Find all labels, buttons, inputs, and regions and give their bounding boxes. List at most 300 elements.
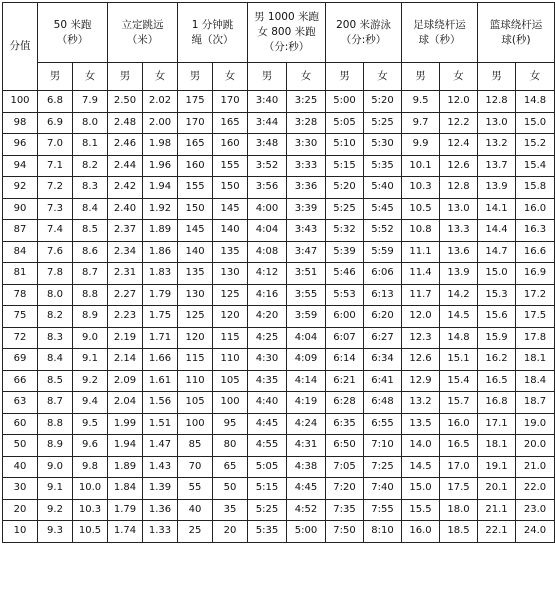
score-header: 分值 <box>3 3 38 91</box>
table-cell: 18.4 <box>516 370 555 392</box>
table-cell: 7:55 <box>364 499 402 521</box>
score-cell: 81 <box>3 263 38 285</box>
table-row <box>3 413 555 435</box>
table-cell: 8.0 <box>38 284 73 306</box>
table-cell: 1.79 <box>108 499 143 521</box>
table-cell: 16.6 <box>516 241 555 263</box>
table-cell: 21.0 <box>516 456 555 478</box>
table-cell: 1.83 <box>143 263 178 285</box>
table-cell: 4:19 <box>287 392 326 414</box>
table-cell: 1.47 <box>143 435 178 457</box>
event-header-football-dribble-line2: 球（秒） <box>418 33 461 46</box>
table-cell: 8.9 <box>38 435 73 457</box>
table-cell: 3:40 <box>248 91 287 113</box>
gender-header-male: 男 <box>38 63 73 91</box>
table-cell: 2.02 <box>143 91 178 113</box>
table-cell: 9.2 <box>73 370 108 392</box>
table-cell: 6:35 <box>326 413 364 435</box>
table-cell: 7:25 <box>364 456 402 478</box>
table-cell: 16.3 <box>516 220 555 242</box>
table-cell: 150 <box>213 177 248 199</box>
table-cell: 85 <box>178 435 213 457</box>
table-cell: 160 <box>178 155 213 177</box>
table-cell: 9.1 <box>73 349 108 371</box>
table-cell: 4:45 <box>248 413 287 435</box>
table-cell: 135 <box>213 241 248 263</box>
table-cell: 145 <box>213 198 248 220</box>
table-cell: 5:32 <box>326 220 364 242</box>
table-cell: 5:00 <box>287 521 326 543</box>
event-header-jump-rope-line2: 绳（次） <box>191 33 234 46</box>
table-cell: 7.3 <box>38 198 73 220</box>
table-cell: 5:15 <box>248 478 287 500</box>
table-cell: 4:14 <box>287 370 326 392</box>
table-cell: 10.1 <box>402 155 440 177</box>
header-row-gender <box>3 63 555 91</box>
table-cell: 3:43 <box>287 220 326 242</box>
table-cell: 22.1 <box>478 521 516 543</box>
table-cell: 7.8 <box>38 263 73 285</box>
table-cell: 6:50 <box>326 435 364 457</box>
table-cell: 12.0 <box>402 306 440 328</box>
gender-header-male: 男 <box>178 63 213 91</box>
score-cell: 75 <box>3 306 38 328</box>
table-cell: 16.0 <box>516 198 555 220</box>
table-cell: 1.61 <box>143 370 178 392</box>
table-cell: 5:25 <box>248 499 287 521</box>
table-cell: 6:28 <box>326 392 364 414</box>
table-cell: 6:07 <box>326 327 364 349</box>
table-cell: 6:06 <box>364 263 402 285</box>
table-cell: 15.7 <box>440 392 478 414</box>
table-row <box>3 306 555 328</box>
table-cell: 5:39 <box>326 241 364 263</box>
score-cell: 30 <box>3 478 38 500</box>
table-cell: 2.40 <box>108 198 143 220</box>
gender-header-male: 男 <box>108 63 143 91</box>
table-cell: 2.42 <box>108 177 143 199</box>
score-cell: 69 <box>3 349 38 371</box>
table-cell: 95 <box>213 413 248 435</box>
table-cell: 170 <box>213 91 248 113</box>
table-cell: 10.3 <box>73 499 108 521</box>
table-cell: 8.3 <box>38 327 73 349</box>
score-table <box>2 2 555 543</box>
table-cell: 3:33 <box>287 155 326 177</box>
table-cell: 12.6 <box>402 349 440 371</box>
table-cell: 7:50 <box>326 521 364 543</box>
table-cell: 7:10 <box>364 435 402 457</box>
gender-header-female: 女 <box>440 63 478 91</box>
table-cell: 3:28 <box>287 112 326 134</box>
score-cell: 96 <box>3 134 38 156</box>
table-row <box>3 263 555 285</box>
table-cell: 21.1 <box>478 499 516 521</box>
table-cell: 2.48 <box>108 112 143 134</box>
table-cell: 9.0 <box>73 327 108 349</box>
table-cell: 5:20 <box>326 177 364 199</box>
table-cell: 125 <box>178 306 213 328</box>
table-cell: 155 <box>178 177 213 199</box>
table-cell: 35 <box>213 499 248 521</box>
table-cell: 4:25 <box>248 327 287 349</box>
table-cell: 8.9 <box>73 306 108 328</box>
table-cell: 8.6 <box>73 241 108 263</box>
event-header-basketball-dribble <box>478 3 555 63</box>
table-cell: 2.37 <box>108 220 143 242</box>
table-cell: 140 <box>178 241 213 263</box>
event-header-50m-run <box>38 3 108 63</box>
table-cell: 115 <box>213 327 248 349</box>
event-header-distance-run-line1: 男 1000 米跑 <box>254 11 319 23</box>
table-cell: 17.8 <box>516 327 555 349</box>
score-cell: 60 <box>3 413 38 435</box>
table-cell: 50 <box>213 478 248 500</box>
table-cell: 5:40 <box>364 177 402 199</box>
table-cell: 9.7 <box>402 112 440 134</box>
event-header-basketball-dribble-line2: 球(秒) <box>501 33 531 46</box>
table-cell: 6:34 <box>364 349 402 371</box>
table-cell: 17.2 <box>516 284 555 306</box>
table-cell: 14.4 <box>478 220 516 242</box>
gender-header-female: 女 <box>287 63 326 91</box>
table-cell: 20.0 <box>516 435 555 457</box>
score-cell: 66 <box>3 370 38 392</box>
table-cell: 8.5 <box>73 220 108 242</box>
table-cell: 14.5 <box>440 306 478 328</box>
table-cell: 5:35 <box>364 155 402 177</box>
table-cell: 2.34 <box>108 241 143 263</box>
table-cell: 14.0 <box>402 435 440 457</box>
table-cell: 8.8 <box>73 284 108 306</box>
table-cell: 13.0 <box>478 112 516 134</box>
table-cell: 3:36 <box>287 177 326 199</box>
table-cell: 110 <box>213 349 248 371</box>
table-cell: 5:15 <box>326 155 364 177</box>
table-cell: 5:59 <box>364 241 402 263</box>
table-cell: 4:55 <box>248 435 287 457</box>
table-cell: 1.98 <box>143 134 178 156</box>
table-cell: 130 <box>213 263 248 285</box>
table-cell: 80 <box>213 435 248 457</box>
table-cell: 3:48 <box>248 134 287 156</box>
table-cell: 145 <box>178 220 213 242</box>
score-cell: 84 <box>3 241 38 263</box>
table-cell: 2.31 <box>108 263 143 285</box>
table-cell: 1.56 <box>143 392 178 414</box>
table-cell: 3:47 <box>287 241 326 263</box>
table-cell: 6:27 <box>364 327 402 349</box>
table-cell: 1.33 <box>143 521 178 543</box>
score-cell: 87 <box>3 220 38 242</box>
table-cell: 9.0 <box>38 456 73 478</box>
table-cell: 16.2 <box>478 349 516 371</box>
table-cell: 100 <box>178 413 213 435</box>
table-cell: 16.8 <box>478 392 516 414</box>
event-header-jump-rope <box>178 3 248 63</box>
table-row <box>3 327 555 349</box>
score-cell: 78 <box>3 284 38 306</box>
table-cell: 7:20 <box>326 478 364 500</box>
table-cell: 13.2 <box>402 392 440 414</box>
table-cell: 16.0 <box>440 413 478 435</box>
table-row <box>3 521 555 543</box>
table-cell: 8.7 <box>73 263 108 285</box>
table-cell: 9.6 <box>73 435 108 457</box>
table-cell: 14.1 <box>478 198 516 220</box>
table-cell: 1.71 <box>143 327 178 349</box>
gender-header-male: 男 <box>478 63 516 91</box>
score-cell: 92 <box>3 177 38 199</box>
table-cell: 4:09 <box>287 349 326 371</box>
table-cell: 1.74 <box>108 521 143 543</box>
table-cell: 12.3 <box>402 327 440 349</box>
table-cell: 40 <box>178 499 213 521</box>
table-cell: 1.75 <box>143 306 178 328</box>
table-row <box>3 456 555 478</box>
table-cell: 8.5 <box>38 370 73 392</box>
table-cell: 130 <box>178 284 213 306</box>
table-cell: 1.79 <box>143 284 178 306</box>
table-cell: 4:45 <box>287 478 326 500</box>
table-cell: 8:10 <box>364 521 402 543</box>
table-cell: 1.89 <box>108 456 143 478</box>
event-header-distance-run-line3: （分:秒） <box>263 41 310 53</box>
table-cell: 17.1 <box>478 413 516 435</box>
table-cell: 3:25 <box>287 91 326 113</box>
table-cell: 1.84 <box>108 478 143 500</box>
score-cell: 98 <box>3 112 38 134</box>
table-cell: 135 <box>178 263 213 285</box>
table-cell: 3:55 <box>287 284 326 306</box>
table-cell: 120 <box>178 327 213 349</box>
table-cell: 2.09 <box>108 370 143 392</box>
table-cell: 15.6 <box>478 306 516 328</box>
table-cell: 8.2 <box>38 306 73 328</box>
table-cell: 4:35 <box>248 370 287 392</box>
table-cell: 24.0 <box>516 521 555 543</box>
table-cell: 14.2 <box>440 284 478 306</box>
table-cell: 17.5 <box>440 478 478 500</box>
table-cell: 22.0 <box>516 478 555 500</box>
table-cell: 17.0 <box>440 456 478 478</box>
table-row <box>3 499 555 521</box>
table-cell: 1.96 <box>143 155 178 177</box>
table-cell: 16.5 <box>478 370 516 392</box>
table-cell: 9.8 <box>73 456 108 478</box>
table-cell: 15.9 <box>478 327 516 349</box>
table-cell: 1.36 <box>143 499 178 521</box>
table-cell: 18.1 <box>516 349 555 371</box>
table-cell: 13.5 <box>402 413 440 435</box>
table-cell: 5:35 <box>248 521 287 543</box>
table-cell: 18.7 <box>516 392 555 414</box>
table-cell: 12.9 <box>402 370 440 392</box>
event-header-jump-rope-line1: 1 分钟跳 <box>191 18 234 31</box>
table-cell: 4:00 <box>248 198 287 220</box>
gender-header-female: 女 <box>364 63 402 91</box>
table-cell: 7.0 <box>38 134 73 156</box>
table-cell: 4:31 <box>287 435 326 457</box>
table-cell: 1.94 <box>108 435 143 457</box>
table-cell: 8.3 <box>73 177 108 199</box>
table-cell: 140 <box>213 220 248 242</box>
table-row <box>3 392 555 414</box>
score-cell: 72 <box>3 327 38 349</box>
table-cell: 16.9 <box>516 263 555 285</box>
table-cell: 9.2 <box>38 499 73 521</box>
table-cell: 120 <box>213 306 248 328</box>
table-cell: 4:20 <box>248 306 287 328</box>
gender-header-male: 男 <box>248 63 287 91</box>
table-cell: 9.5 <box>73 413 108 435</box>
table-cell: 15.5 <box>402 499 440 521</box>
table-cell: 16.0 <box>402 521 440 543</box>
table-cell: 6:20 <box>364 306 402 328</box>
event-header-200m-swim <box>326 3 402 63</box>
table-cell: 4:30 <box>248 349 287 371</box>
table-row <box>3 241 555 263</box>
score-cell: 90 <box>3 198 38 220</box>
table-cell: 10.8 <box>402 220 440 242</box>
table-cell: 17.5 <box>516 306 555 328</box>
table-cell: 15.0 <box>516 112 555 134</box>
table-cell: 8.7 <box>38 392 73 414</box>
table-cell: 3:51 <box>287 263 326 285</box>
table-cell: 2.23 <box>108 306 143 328</box>
table-cell: 4:04 <box>287 327 326 349</box>
table-cell: 170 <box>178 112 213 134</box>
table-cell: 6:41 <box>364 370 402 392</box>
table-cell: 4:04 <box>248 220 287 242</box>
table-cell: 11.4 <box>402 263 440 285</box>
table-cell: 110 <box>178 370 213 392</box>
table-cell: 3:56 <box>248 177 287 199</box>
table-cell: 55 <box>178 478 213 500</box>
table-cell: 11.1 <box>402 241 440 263</box>
table-cell: 4:52 <box>287 499 326 521</box>
table-cell: 4:40 <box>248 392 287 414</box>
table-cell: 13.9 <box>478 177 516 199</box>
table-cell: 1.39 <box>143 478 178 500</box>
table-cell: 8.8 <box>38 413 73 435</box>
table-cell: 2.46 <box>108 134 143 156</box>
gender-header-male: 男 <box>402 63 440 91</box>
table-cell: 6:13 <box>364 284 402 306</box>
table-cell: 7.1 <box>38 155 73 177</box>
score-cell: 40 <box>3 456 38 478</box>
table-cell: 2.27 <box>108 284 143 306</box>
table-cell: 7:35 <box>326 499 364 521</box>
event-header-distance-run-line2: 女 800 米跑 <box>257 26 316 38</box>
score-cell: 100 <box>3 91 38 113</box>
table-cell: 5:52 <box>364 220 402 242</box>
table-row <box>3 370 555 392</box>
table-row <box>3 478 555 500</box>
gender-header-female: 女 <box>213 63 248 91</box>
event-header-50m-run-line1: 50 米跑 <box>53 18 92 31</box>
table-cell: 6.9 <box>38 112 73 134</box>
table-cell: 9.4 <box>73 392 108 414</box>
table-cell: 5:00 <box>326 91 364 113</box>
table-cell: 5:05 <box>326 112 364 134</box>
table-cell: 15.4 <box>516 155 555 177</box>
table-cell: 1.51 <box>143 413 178 435</box>
event-header-50m-run-line2: （秒） <box>56 33 89 46</box>
table-cell: 7.6 <box>38 241 73 263</box>
table-cell: 13.7 <box>478 155 516 177</box>
gender-header-female: 女 <box>73 63 108 91</box>
score-cell: 94 <box>3 155 38 177</box>
event-header-200m-swim-line1: 200 米游泳 <box>336 18 391 31</box>
table-cell: 3:44 <box>248 112 287 134</box>
table-cell: 14.5 <box>402 456 440 478</box>
table-cell: 6:21 <box>326 370 364 392</box>
table-cell: 20.1 <box>478 478 516 500</box>
table-cell: 12.8 <box>478 91 516 113</box>
score-cell: 63 <box>3 392 38 414</box>
table-cell: 5:10 <box>326 134 364 156</box>
table-cell: 12.8 <box>440 177 478 199</box>
table-cell: 6.8 <box>38 91 73 113</box>
table-cell: 13.6 <box>440 241 478 263</box>
table-cell: 9.3 <box>38 521 73 543</box>
table-cell: 2.44 <box>108 155 143 177</box>
table-cell: 1.94 <box>143 177 178 199</box>
table-cell: 1.99 <box>108 413 143 435</box>
table-cell: 105 <box>178 392 213 414</box>
table-cell: 8.0 <box>73 112 108 134</box>
table-cell: 19.1 <box>478 456 516 478</box>
gender-header-female: 女 <box>516 63 555 91</box>
table-cell: 25 <box>178 521 213 543</box>
table-cell: 8.1 <box>73 134 108 156</box>
score-cell: 50 <box>3 435 38 457</box>
table-cell: 65 <box>213 456 248 478</box>
table-cell: 115 <box>178 349 213 371</box>
table-cell: 7.9 <box>73 91 108 113</box>
table-cell: 1.89 <box>143 220 178 242</box>
table-cell: 4:24 <box>287 413 326 435</box>
table-cell: 14.7 <box>478 241 516 263</box>
table-cell: 4:16 <box>248 284 287 306</box>
header-row-events <box>3 3 555 63</box>
table-cell: 10.5 <box>402 198 440 220</box>
table-cell: 2.19 <box>108 327 143 349</box>
table-cell: 2.14 <box>108 349 143 371</box>
table-cell: 5:53 <box>326 284 364 306</box>
table-cell: 165 <box>213 112 248 134</box>
table-cell: 6:48 <box>364 392 402 414</box>
table-cell: 5:20 <box>364 91 402 113</box>
table-cell: 10.3 <box>402 177 440 199</box>
table-cell: 160 <box>213 134 248 156</box>
table-header <box>3 3 555 91</box>
table-cell: 12.2 <box>440 112 478 134</box>
score-cell: 20 <box>3 499 38 521</box>
table-cell: 5:25 <box>326 198 364 220</box>
table-cell: 18.1 <box>478 435 516 457</box>
table-cell: 15.1 <box>440 349 478 371</box>
table-cell: 165 <box>178 134 213 156</box>
table-cell: 12.6 <box>440 155 478 177</box>
table-cell: 7:05 <box>326 456 364 478</box>
table-cell: 1.66 <box>143 349 178 371</box>
table-cell: 3:30 <box>287 134 326 156</box>
table-cell: 175 <box>178 91 213 113</box>
table-cell: 18.5 <box>440 521 478 543</box>
table-cell: 18.0 <box>440 499 478 521</box>
